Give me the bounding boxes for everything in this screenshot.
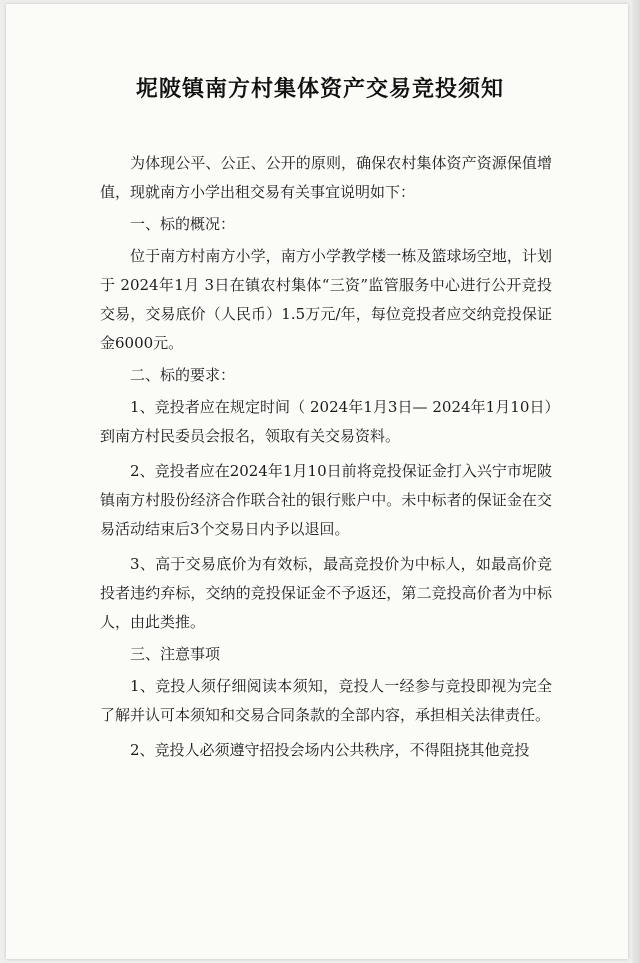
section-3-item-1: 1、竞投人须仔细阅读本须知，竞投人一经参与竞投即视为完全了解并认可本须知和交易合同条款的全部内容，承担相关法律责任。 — [100, 677, 552, 724]
section-1-heading: 一、标的概况： — [130, 215, 236, 233]
section-1-paragraph: 位于南方村南方小学，南方小学教学楼一栋及篮球场空地，计划于 2024年1月 3日在镇农村集体“三资”监管服务中心进行公开竞投交易，交易底价（人民币）1.5万元/年，每位竞投者应交纳竞投保证金6000元。 — [100, 247, 552, 352]
document-body — [100, 149, 552, 765]
section-3-item-2: 2、竞投人必须遵守招投会场内公共秩序，不得阻挠其他竞投 — [130, 741, 530, 759]
intro-paragraph: 为体现公平、公正、公开的原则，确保农村集体资产资源保值增值，现就南方小学出租交易有关事宜说明如下： — [100, 154, 552, 201]
page-edge — [632, 0, 640, 963]
section-2-item-3: 3、高于交易底价为有效标，最高竞投价为中标人，如最高价竞投者违约弃标，交纳的竞投保证金不予返还，第二竞投高价者为中标人，由此类推。 — [100, 555, 552, 631]
document-title: 坭陂镇南方村集体资产交易竞投须知 — [135, 76, 504, 102]
section-2-heading: 二、标的要求： — [130, 366, 236, 384]
section-3-heading: 三、注意事项 — [130, 645, 221, 663]
section-2-item-1: 1、竞投者应在规定时间（ 2024年1月3日— 2024年1月10日）到南方村民委员会报名，领取有关交易资料。 — [100, 398, 552, 445]
section-2-item-2: 2、竞投者应在2024年1月10日前将竞投保证金打入兴宁市坭陂镇南方村股份经济合作联合社的银行账户中。未中标者的保证金在交易活动结束后3个交易日内予以退回。 — [100, 462, 552, 538]
